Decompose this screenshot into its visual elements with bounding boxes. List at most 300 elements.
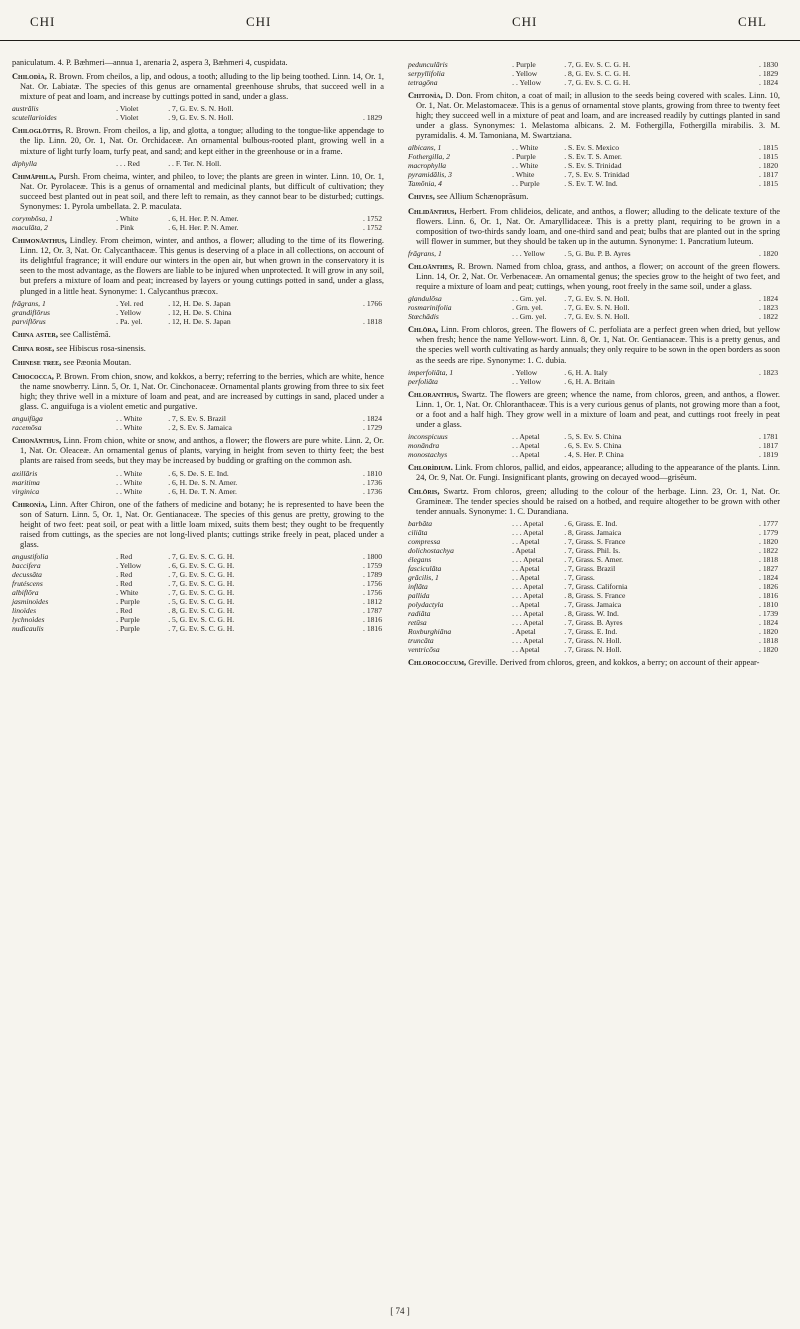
species-name: compressa [408,537,441,547]
species-colour: . Yellow [116,561,142,570]
species-row [408,78,780,87]
dictionary-entry [12,436,384,466]
species-year: . 1816 [363,615,382,624]
species-year: . 1736 [363,477,382,487]
species-year: . 1824 [759,573,778,583]
species-row [408,555,780,564]
species-details: . 8, Grass. S. France [564,591,626,601]
species-name: retūsa [408,618,427,628]
entry-headword: Chinese tree, [12,357,62,367]
species-colour: . Red [116,570,133,579]
species-details: . 2, S. Ev. S. Jamaica [168,423,232,433]
species-name: albicans, 1 [408,143,442,153]
species-name: fasciculāta [408,564,442,574]
species-colour: . . Apetal [512,573,540,583]
species-colour: . . Apetal [512,645,540,655]
species-row [408,564,780,573]
entry-headword: China aster, [12,329,58,339]
species-year [343,159,384,168]
species-row [408,450,780,459]
species-colour: . Yellow [512,367,538,377]
species-year: . 1729 [363,423,382,433]
species-name: baccifera [12,561,41,570]
species-year: . 1820 [759,248,778,258]
species-row [408,519,780,528]
species-row [408,537,780,546]
species-colour: . . . Yellow [512,248,545,258]
dictionary-entry [12,344,384,354]
species-row [12,113,384,122]
species-name: dolichostachya [408,546,454,556]
dictionary-entry [12,330,384,340]
species-table [12,159,384,168]
species-row [408,377,780,386]
species-table [12,299,384,326]
species-name: anguifūga [12,414,43,424]
entry-headword: Chives, [408,192,435,202]
species-row [408,618,780,627]
species-details: . 7, G. Ev. S. C. G. H. [168,579,235,588]
species-name: pallida [408,591,430,601]
species-details: . 8, G. Ev. S. C. G. H. [168,606,235,615]
species-name: inconspicuus [408,431,448,441]
species-details: . 5, G. Ev. S. C. G. H. [168,597,235,606]
species-year: . 1824 [759,78,778,87]
entry-body: Pursh. From cheima, winter, and phileo, to love; the plants are green in winter. Linn. 10, Or. 1, Nat. Or. Pyrolaceæ. This is a genus of ornamental and medicinal plants, but difficult of cultivation; they succeed best planted out in peat soil, and there left to remain, as they cannot bear to be disturbed; cuttings. Synonymes: 1. Pyrola umbellata. 2. P. maculata. [20,171,385,211]
species-year: . 1823 [759,303,778,313]
species-colour: . Violet [116,104,139,114]
species-year: . 1816 [759,591,778,601]
species-name: Stœchādis [408,312,439,322]
species-table [408,60,780,87]
species-year: . 1787 [363,606,382,615]
species-name: Roxburghiāna [408,627,452,637]
species-table [408,143,780,188]
species-table [408,368,780,386]
species-row [12,615,384,624]
species-row [408,152,780,161]
species-year: . 1812 [363,597,382,606]
species-row [408,249,780,258]
species-colour: . Violet [116,113,139,123]
entry-body: Linn. From chion, white or snow, and anthos, a flower; the flowers are pure white. Linn. 2, Or. 1, Nat. Or. Oleaceæ. An ornamental genus of plants, varying in height from seven to thirty feet; the best plants are raised from seeds, but they may be increased by budding or grafting on the common ash. [20,436,385,466]
dictionary-entry [12,358,384,368]
species-colour: . . . Apetal [512,519,544,529]
species-table [408,519,780,654]
species-year: . 1789 [363,570,382,579]
species-colour: . Purple [512,60,536,69]
species-name: ventricōsa [408,645,440,655]
species-details: . 7, Grass. Phil. Is. [564,546,621,556]
species-colour: . . . Apetal [512,609,544,619]
entry-headword: Chilodìa, [12,72,47,82]
entry-body: P. Brown. From chion, snow, and kokkos, a berry; referring to the berries, which are white, hence the name snowberry. Linn. 5, Or. 1, Nat. Or. Cinchonaceæ. Ornamental plants growing from three to six feet high; they thrive well in a mixture of loam and peat, and are increased by cuttings in sand, placed under a glass. C. anguifuga is a violent emetic and purgative. [20,371,384,412]
species-year: . 1822 [759,546,778,556]
species-row [12,588,384,597]
species-name: albiflōra [12,588,39,597]
entry-body: D. Don. From chiton, a coat of mail; in allusion to the seeds being covered with scales. Linn. 10, Or. 1, Nat. Or. Melastomaceæ. This is a genus of ornamental stove plants, growing from three to twenty feet high; they succeed well in a mixture of peat and loam, and are increased readily by cuttings planted in sand under a glass. Synonymes: 1. Melastoma albicans. 2. M. Fothergilla, Fothergilla mirabilis. 3. M. pyramidalis. 4. M. Tamoniana, M. Swartziana. [416,91,780,141]
species-year: . 1822 [759,312,778,322]
species-year: . 1818 [363,316,382,326]
species-row [12,299,384,308]
species-name: tetragōna [408,78,438,87]
species-row [12,308,384,317]
entry-headword: Chiococca, [12,371,54,381]
species-colour: . Purple [116,624,140,633]
species-year: . 1819 [759,449,778,459]
species-details: . 7, G. Ev. S. C. G. H. [564,78,631,87]
species-year: . 1820 [759,627,778,637]
entry-body: R. Brown. From cheilos, a lip, and odous, a tooth; alluding to the lip being toothed. Linn. 14, Or. 1, Nat. Or. Labiatæ. The species of this genus are ornamental greenhouse shrubs, that succeed well in a mixture of peat and loam, and increase by cuttings potted in sand, under a glass. [20,72,384,102]
species-name: truncāta [408,636,434,646]
entry-headword: Chloranthus, [408,389,459,399]
entry-body: see Callistēmā. [60,329,111,339]
species-year: . 1818 [759,555,778,565]
species-colour: . . White [116,477,143,487]
species-details: . 12, H. De. S. Japan [168,316,231,326]
species-name: polydactyla [408,600,444,610]
species-year [739,377,780,386]
species-colour: . Pa. yel. [116,316,143,326]
species-row [12,579,384,588]
species-colour: . . Apetal [512,537,540,547]
species-details: . 8, G. Ev. S. C. G. H. [564,69,631,78]
entry-body: Link. From chloros, pallid, and eidos, appearance; alluding to the appearance of the plants. Linn. 24, Or. 9, Nat. Or. Fungi. Insignificant plants, growing on decayed wood—grisĕum. [416,462,780,483]
left-column [12,58,384,636]
species-colour: . . . Apetal [512,636,544,646]
species-details: . 7, G. Ev. S. N. Holl. [564,303,630,313]
species-colour: . Pink [116,223,134,233]
species-year: . 1824 [759,294,778,304]
species-year: . 1756 [363,579,382,588]
species-row [12,423,384,432]
species-row [408,441,780,450]
dictionary-entry [408,658,780,668]
species-year: . 1766 [363,298,382,308]
species-name: perfoliāta [408,376,438,386]
species-year: . 1818 [759,636,778,646]
species-colour: . White [512,170,535,180]
species-row [408,600,780,609]
species-details: . 7, G. Ev. S. N. Holl. [564,294,630,304]
species-colour: . . Yellow [512,376,542,386]
species-name: imperfoliāta, 1 [408,367,454,377]
species-row [12,552,384,561]
species-colour: . . White [116,423,143,433]
species-details: . 12, H. De. S. China [168,307,232,317]
species-name: barbāta [408,519,433,529]
species-row [408,546,780,555]
species-name: diphylla [12,158,37,168]
species-year: . 1829 [363,113,382,123]
species-name: inflāta [408,582,428,592]
species-colour: . . . Apetal [512,582,544,592]
dictionary-entry [408,390,780,430]
species-name: grandiflōrus [12,307,50,317]
species-year: . 1820 [759,537,778,547]
species-colour: . . Apetal [512,431,540,441]
entry-headword: Chimonānthus, [12,236,67,246]
species-row [12,414,384,423]
species-colour: . . . Red [116,158,140,168]
species-table [12,552,384,633]
species-row [12,624,384,633]
entry-body: see Allium Schænoprāsum. [436,192,529,202]
species-year: . 1752 [363,214,382,224]
entry-headword: Chlorìdium. [408,462,453,472]
entry-body: Swartz. The flowers are green; whence the name, from chloros, green, and anthos, a flower. Linn. 1, Or. 1, Nat. Or. Chloranthaceæ. This is a very curious genus of plants, not growing more than a foot, or a foot and a half high. They grow well in a mixture of loam and peat, and cuttings root freely in peat under a glass. [416,389,781,429]
species-table [12,469,384,496]
species-row [12,159,384,168]
dictionary-entry [408,487,780,517]
species-year: . 1829 [759,69,778,78]
species-colour: . . . Apetal [512,618,544,628]
species-year: . 1815 [759,152,778,162]
species-name: Tamōnia, 4 [408,179,442,189]
species-year: . 1827 [759,564,778,574]
species-details: . S. Ev. S. Mexico [564,143,620,153]
species-row [408,179,780,188]
species-row [12,478,384,487]
species-colour: . . . Apetal [512,591,544,601]
species-year [343,308,384,317]
species-name: monostachys [408,449,448,459]
entry-body: R. Brown. From cheilos, a lip, and glotta, a tongue; alluding to the tongue-like appendage to the lip. Linn. 20, Or. 1, Nat. Or. Orchidaceæ. An ornamental bulbous-rooted plant, growing well in a mixture of light turfy loam, turfy peat, and sand; and kept either in the greenhouse or in a frame. [20,126,384,156]
species-colour: . . Apetal [512,449,540,459]
species-year: . 1817 [759,170,778,180]
species-name: virginica [12,486,40,496]
continued-text [12,58,384,68]
species-row [408,645,780,654]
species-row [408,582,780,591]
species-details: . 7, Grass. Jamaica [564,600,622,610]
species-name: lychnoìdes [12,615,45,624]
dictionary-entry [408,262,780,292]
species-row [12,104,384,113]
species-details: . 8, Grass. W. Ind. [564,609,619,619]
species-colour: . . . Apetal [512,528,544,538]
entry-body: Swartz. From chloros, green; alluding to the colour of the herbage. Linn. 23, Or. 1, Nat. Or. Gramineæ. The tender species should be raised on a hotbed, and require altogether to be grown with other tender annuals. Synonyme: 1. C. Durandiana. [416,487,780,517]
species-name: ciliāta [408,528,428,538]
species-details: . 4, S. Her. P. China [564,449,624,459]
species-row [12,317,384,326]
species-colour: . Yellow [116,307,142,317]
species-row [408,591,780,600]
species-colour: . . White [116,486,143,496]
species-year: . 1779 [759,528,778,538]
species-details: . 7, Grass. N. Holl. [564,645,622,655]
species-colour: . White [116,588,139,597]
species-table [408,249,780,258]
species-name: maritima [12,477,40,487]
species-colour: . Red [116,552,133,561]
species-row [408,432,780,441]
species-year: . 1820 [759,161,778,171]
species-name: monāndra [408,440,440,450]
species-year: . 1815 [759,179,778,189]
species-details: . 6, H. Her. P. N. Amer. [168,223,239,233]
species-table [12,414,384,432]
species-row [408,636,780,645]
dictionary-entry [12,172,384,212]
species-colour: . Red [116,579,133,588]
entry-headword: Chlōra, [408,325,439,335]
species-details: . 7, G. Ev. S. C. G. H. [168,624,235,633]
species-colour: . Yel. red [116,298,144,308]
species-details: . 7, Grass. E. Ind. [564,627,618,637]
species-details: . 7, G. Ev. S. N. Holl. [564,312,630,322]
header-center-right-word: CHI [512,14,538,29]
species-name: austrālis [12,104,39,114]
species-row [408,609,780,618]
species-name: decussāta [12,570,42,579]
species-details: . 6, H. De. S. N. Amer. [168,477,238,487]
species-colour: . Apetal [512,627,536,637]
species-name: parviflōrus [12,316,46,326]
dictionary-entry [12,126,384,156]
species-row [12,469,384,478]
dictionary-entry [408,325,780,365]
species-details: . S. Ev. T. W. Ind. [564,179,618,189]
species-name: Fothergilla, 2 [408,152,450,162]
species-details: . 7, Grass. N. Holl. [564,636,622,646]
species-year: . 1739 [759,609,778,619]
entry-headword: Chimāphila, [12,171,57,181]
entry-body: Linn. After Chiron, one of the fathers of medicine and botany; he is represented to have been the son of Saturn. Linn. 5, Or. 1, Nat. Or. Gentianaceæ. The species of this genus are pretty, growing to the height of two feet: peat soil, or peat with a little loam mixed, suits them best; they ought to be frequently raised from cuttings, as the species are not long-lived plants; cuttings strike freely in peat, placed under a glass. [20,499,384,549]
species-row [408,170,780,179]
entry-body: see Pæonia Moutan. [63,357,132,367]
species-name: jasminoìdes [12,597,49,606]
dictionary-entry [12,236,384,297]
species-table [408,432,780,459]
species-name: frutéscens [12,579,43,588]
species-name: corymbōsa, 1 [12,214,53,224]
species-table [12,104,384,122]
species-colour: . White [116,214,139,224]
species-name: serpyllifolia [408,69,445,78]
species-row [408,303,780,312]
species-year: . 1810 [363,468,382,478]
entry-body: Herbert. From chlideios, delicate, and anthos, a flower; alluding to the delicate texture of the flowers. Linn. 6, Or. 1, Nat. Or. Amaryllidaceæ. This is a pretty plant, requiring to be grown in a composition of two-thirds sandy loam, and one-third sand and peat; bulbs that are planted out in the spring will flower in summer, but they should be taken up in the autumn. Synonyme: 1. Pancratium luteum. [416,206,780,246]
species-colour: . . Apetal [512,440,540,450]
species-row [12,597,384,606]
species-colour: . Purple [116,615,140,624]
entry-headword: Chionānthus, [12,436,62,446]
species-details: . S. Ev. T. S. Amer. [564,152,622,162]
species-row [408,573,780,582]
species-year: . 1824 [363,414,382,424]
dictionary-entry [408,463,780,483]
header-left-word: CHI [30,14,56,29]
species-details: . 7, S. Ev. S. Brazil [168,414,226,424]
species-row [12,570,384,579]
species-colour: . . Grn. yel. [512,294,547,304]
species-row [408,368,780,377]
header-center-left-word: CHI [246,14,272,29]
species-year: . 1826 [759,582,778,592]
species-row [12,214,384,223]
species-name: frāgrans, 1 [12,298,46,308]
species-colour: . . Grn. yel. [512,312,547,322]
species-colour: . Yellow [512,69,538,78]
species-year: . 1777 [759,519,778,529]
species-year: . 1815 [759,143,778,153]
species-table [12,214,384,232]
species-row [12,223,384,232]
dictionary-entry [12,72,384,102]
species-details: . 6, H. De. T. N. Amer. [168,486,237,496]
species-row [408,161,780,170]
running-header [0,0,800,52]
species-name: angustifolia [12,552,49,561]
species-row [408,60,780,69]
species-details: . 7, G. Ev. S. C. G. H. [564,60,631,69]
species-details: . 7, Grass. California [564,582,628,592]
species-details: . 7, G. Ev. S. C. G. H. [168,588,235,597]
entry-body: paniculatum. 4. P. Bæhmeri—annua 1, arenaria 2, aspera 3, Bæhmeri 4, cuspidata. [12,58,288,67]
header-rule [0,40,800,41]
species-table [408,294,780,321]
entry-headword: Chitonìa, [408,91,443,100]
species-name: radiāta [408,609,431,619]
species-colour: . . Apetal [512,564,540,574]
entry-body: Greville. Derived from chloros, green, and kokkos, a berry; on account of their appear- [468,658,760,668]
species-name: grācilis, 1 [408,573,439,583]
species-details: . 8, Grass. Jamaica [564,528,622,538]
species-year: . 1817 [759,440,778,450]
species-colour: . . White [116,468,143,478]
species-colour: . . White [116,414,143,424]
dictionary-entry [408,91,780,141]
species-colour: . . Purple [512,179,540,189]
species-name: pyramidālis, 3 [408,170,452,180]
species-name: élegans [408,555,432,565]
species-colour: . Purple [116,597,140,606]
species-details: . 5, G. Bu. P. B. Ayres [564,248,631,258]
species-details: . 9, G. Ev. S. N. Holl. [168,113,234,123]
species-name: racemōsa [12,423,42,433]
species-row [408,294,780,303]
species-row [408,143,780,152]
species-year: . 1816 [363,624,382,633]
species-row [408,528,780,537]
species-name: frāgrans, 1 [408,248,442,258]
species-details: . 6, H. Her. P. N. Amer. [168,214,239,224]
species-row [408,312,780,321]
species-row [408,627,780,636]
entry-body: R. Brown. Named from chloa, grass, and anthos, a flower; on account of the green flowers. Linn. 14, Or. 2, Nat. Or. Verbenaceæ. An ornamental genus; the species grow to the height of two feet, and require a mixture of loam and peat; cuttings, when young, root freely in the same soil, under a glass. [416,261,780,292]
species-row [12,561,384,570]
entry-body: see Hibiscus rosa-sinensis. [56,343,146,353]
species-year: . 1752 [363,223,382,233]
species-name: axillāris [12,468,38,478]
species-details: . 7, G. Ev. S. N. Holl. [168,104,234,114]
species-details: . 7, Grass. S. France [564,537,626,547]
species-colour: . . . Apetal [512,555,544,565]
species-details: . 6, G. Ev. S. C. G. H. [168,561,235,570]
entry-headword: Chlōris, [408,487,440,497]
species-details: . 7, Grass. [564,573,595,583]
species-details: . 7, Grass. Brazil [564,564,616,574]
species-year: . 1820 [759,645,778,655]
species-name: linoìdes [12,606,37,615]
right-column [408,58,780,669]
page-number: [ 74 ] [390,1306,410,1316]
dictionary-entry [408,207,780,247]
species-details: . S. Ev. S. Trinidad [564,161,622,171]
species-details: . 6, S. Ev. S. China [564,440,622,450]
species-name: nudicaulis [12,624,44,633]
